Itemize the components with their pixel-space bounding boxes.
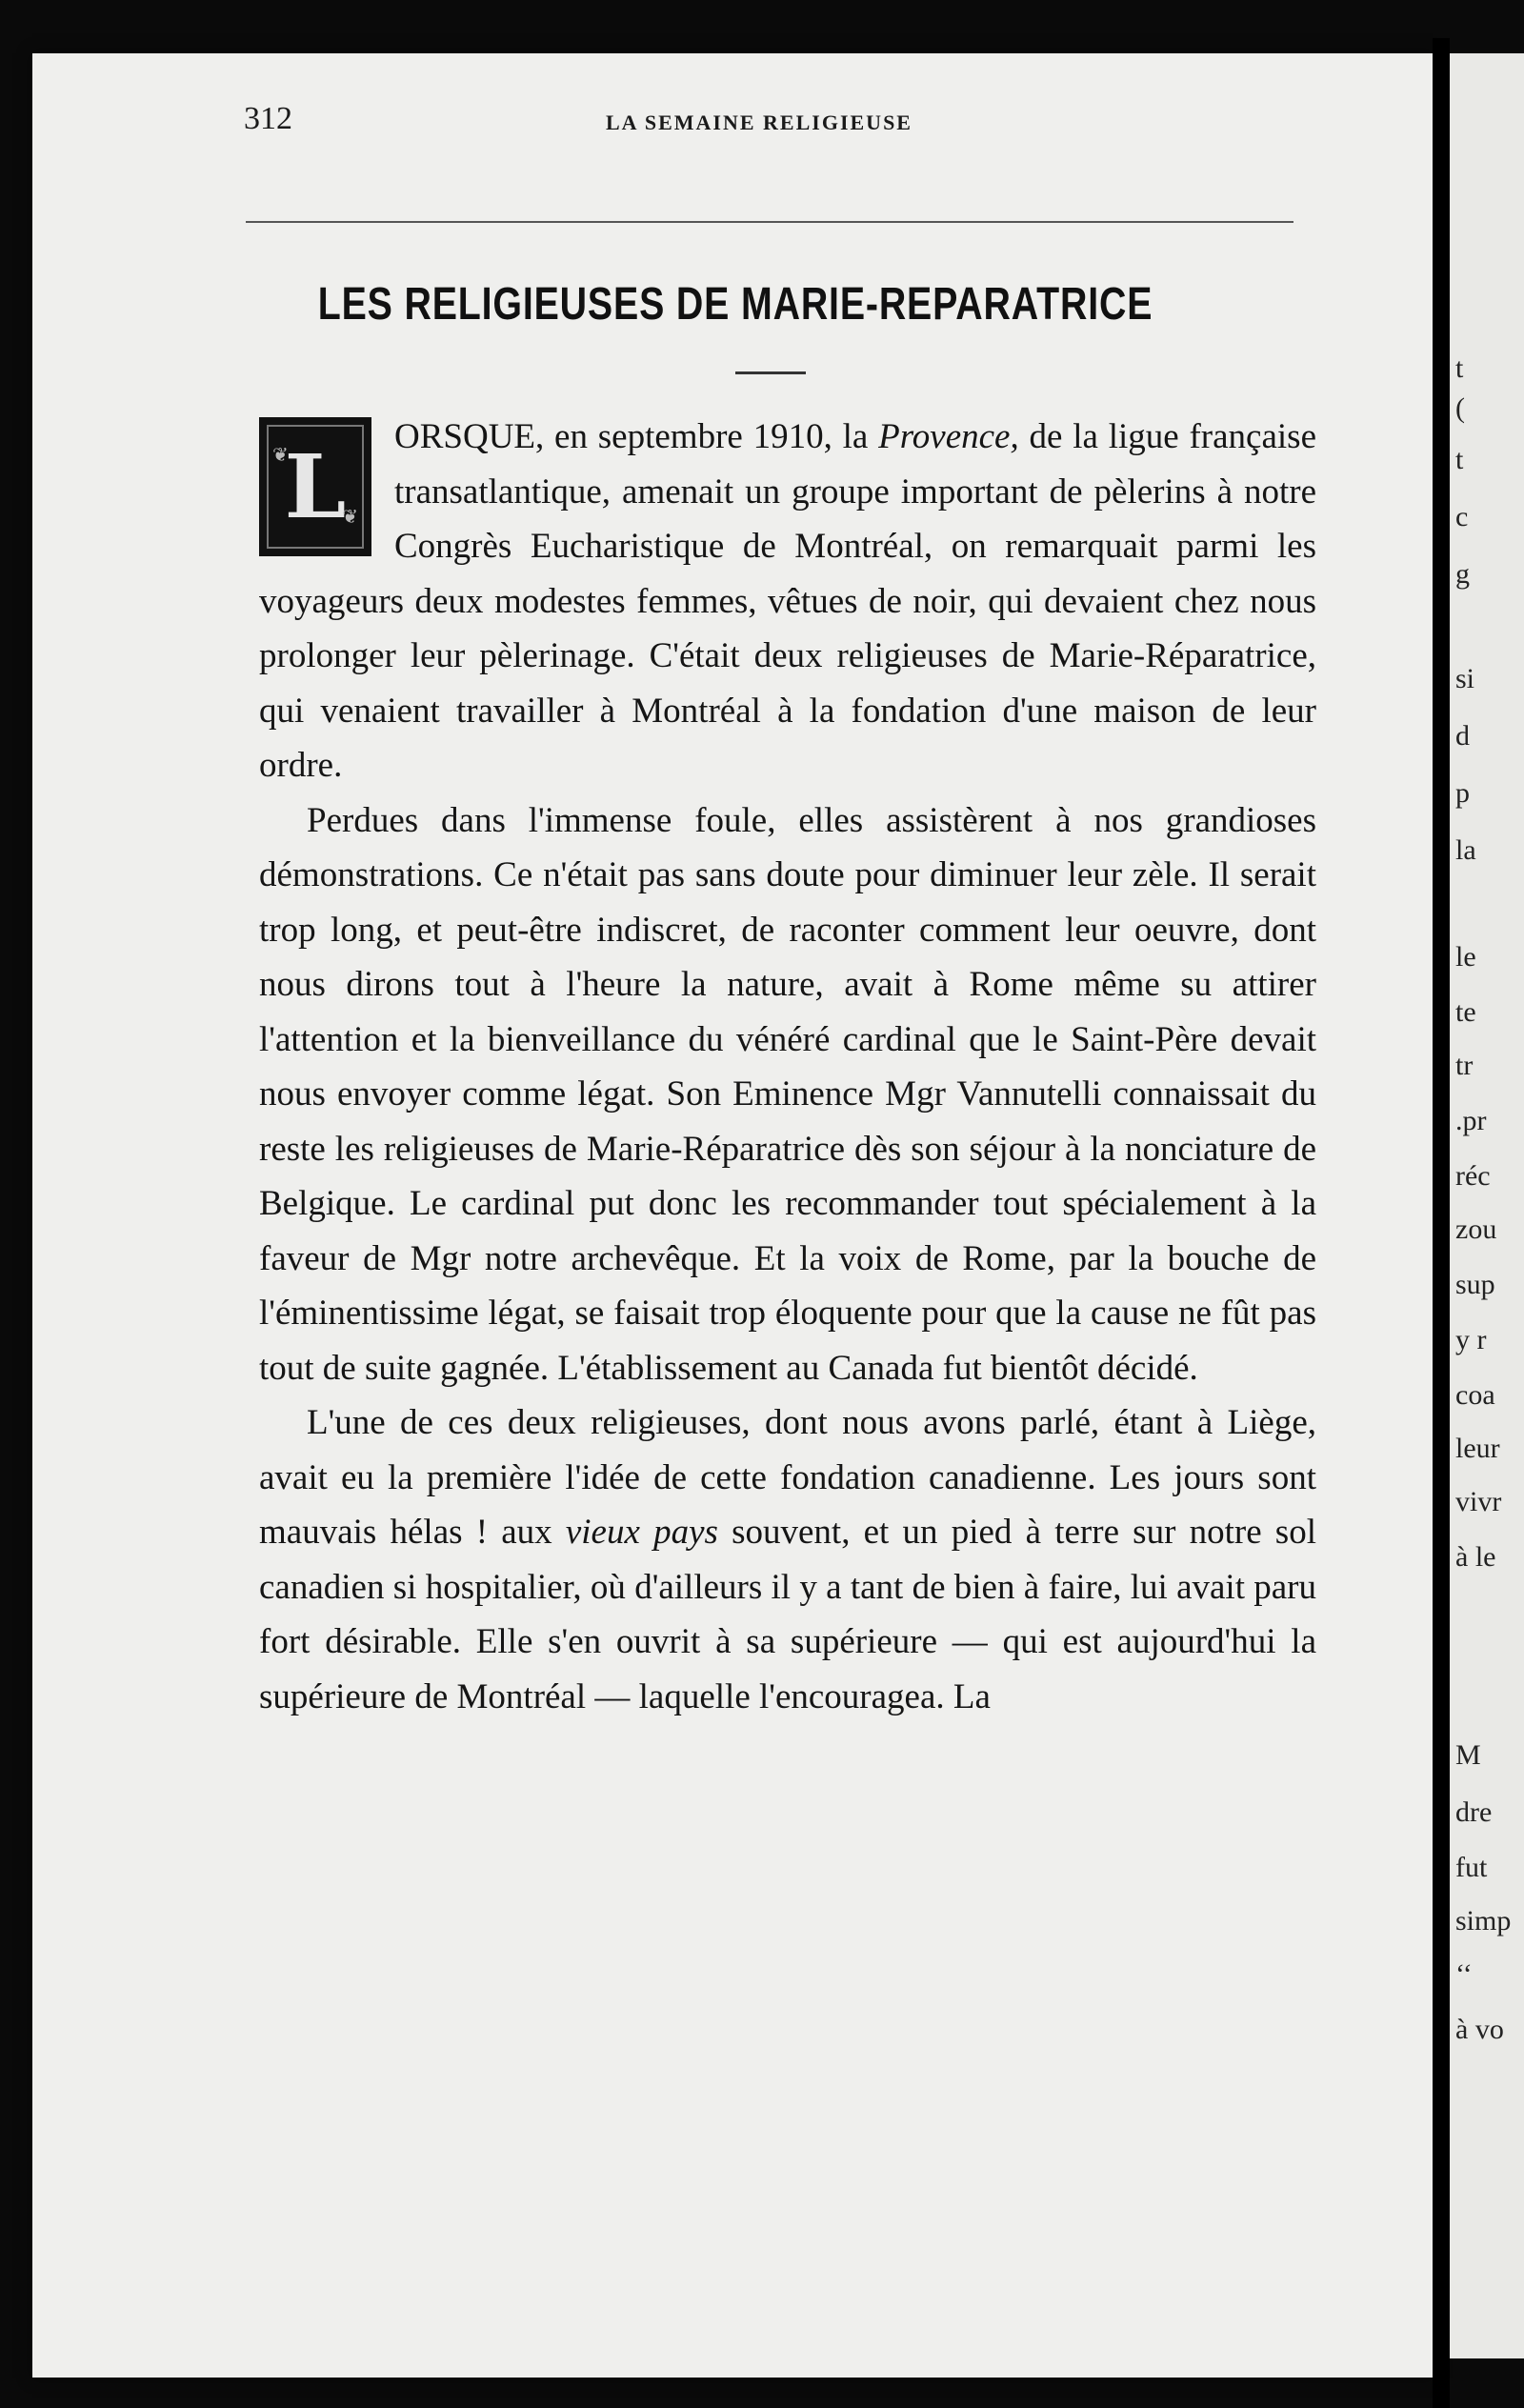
next-page-fragment: ( (1455, 392, 1465, 424)
next-page-fragment: leur (1455, 1433, 1500, 1464)
next-page-fragment: M (1455, 1739, 1481, 1771)
paragraph-1-italic: Provence, (878, 417, 1019, 456)
binding-gutter (1433, 38, 1450, 2408)
next-page-fragment: fut (1455, 1852, 1488, 1883)
paragraph-3-text-a: L'une de ces deux religieuses, dont nous avons parlé, étant à Liège, avait eu la première l'idée de cette fondation canadienne. Les jours sont mauvais hélas ! aux (259, 1403, 1316, 1552)
page-number: 312 (244, 101, 292, 136)
paragraph-1-text-b: de la ligue française transatlantique, amenait un groupe important de pèlerins à notre Congrès Eucharistique de Montréal, on remarquait parmi les voyageurs deux modestes femmes, vêtues de noir, qui devaient chez nous prolonger leur pèlerinage. C'était deux religieuses de Marie-Réparatrice, qui venaient travailler à Montréal à la fondation d'une maison de leur ordre. (259, 417, 1316, 785)
next-page-fragment: si (1455, 663, 1475, 694)
next-page-fragment: à vo (1455, 2014, 1504, 2045)
next-page-fragment: sup (1455, 1269, 1495, 1300)
paragraph-1 (259, 410, 1316, 793)
page-header (211, 101, 1307, 158)
running-head: LA SEMAINE RELIGIEUSE (606, 110, 912, 134)
paragraph-1-text-a: ORSQUE, en septembre 1910, la (394, 417, 879, 456)
ornamental-dropcap: ❦ ❦ L (259, 417, 371, 556)
next-page-fragment: ‘‘ (1455, 1958, 1473, 1990)
next-page-fragment: zou (1455, 1214, 1497, 1245)
next-page-fragment: p (1455, 777, 1470, 809)
next-page-fragment: réc (1455, 1160, 1491, 1192)
next-page-fragment: d (1455, 720, 1470, 752)
next-page-fragment: à le (1455, 1541, 1496, 1573)
article-body (259, 410, 1316, 1724)
next-page-fragment: tr (1455, 1050, 1474, 1081)
paragraph-3 (259, 1395, 1316, 1724)
next-page-fragment: dre (1455, 1796, 1493, 1828)
adjacent-page-edge (1450, 53, 1524, 2358)
next-page-fragment: .pr (1455, 1105, 1487, 1136)
next-page-fragment: le (1455, 941, 1476, 973)
next-page-fragment: c (1455, 501, 1469, 532)
next-page-fragment: t (1455, 444, 1464, 475)
header-rule (246, 221, 1293, 223)
paragraph-3-italic: vieux pays (565, 1513, 718, 1552)
next-page-fragment: vivr (1455, 1486, 1502, 1517)
title-rule (735, 371, 806, 374)
paragraph-2: Perdues dans l'immense foule, elles assistèrent à nos grandioses démonstrations. Ce n'était pas sans doute pour diminuer leur zèle. Il serait trop long, et peut-être indiscret, de raconter comment leur oeuvre, dont nous dirons tout à l'heure la nature, avait à Rome même su attirer l'attention et la bienveillance du vénéré cardinal que le Saint-Père devait nous envoyer comme légat. Son Eminence Mgr Vannutelli connaissait du reste les religieuses de Marie-Réparatrice dès son séjour à la nonciature de Belgique. Le cardinal put donc les recommander tout spécialement à la faveur de Mgr notre archevêque. Et la voix de Rome, par la bouche de l'éminentissime légat, se faisait trop éloquente pour que la cause ne fût pas tout de suite gagnée. L'établissement au Canada fut bientôt décidé. (259, 800, 1316, 1388)
dropcap-letter: L (284, 435, 347, 538)
next-page-fragment: la (1455, 834, 1476, 866)
next-page-fragment: simp (1455, 1905, 1512, 1936)
next-page-fragment: t (1455, 352, 1464, 384)
next-page-fragment: te (1455, 996, 1476, 1028)
next-page-fragment: coa (1455, 1379, 1495, 1411)
next-page-fragment: y r (1455, 1324, 1487, 1355)
next-page-fragment: g (1455, 558, 1470, 590)
paragraph-3-text-b: souvent, et un pied à terre sur notre sol canadien si hospitalier, où d'ailleurs il y a tant de bien à faire, lui avait paru fort désirable. Elle s'en ouvrit à sa supérieure — qui est aujourd'hui la supérieure de Montréal — laquelle l'encouragea. La (259, 1513, 1316, 1716)
article-title: LES RELIGIEUSES DE MARIE-REPARATRICE (317, 279, 1153, 330)
